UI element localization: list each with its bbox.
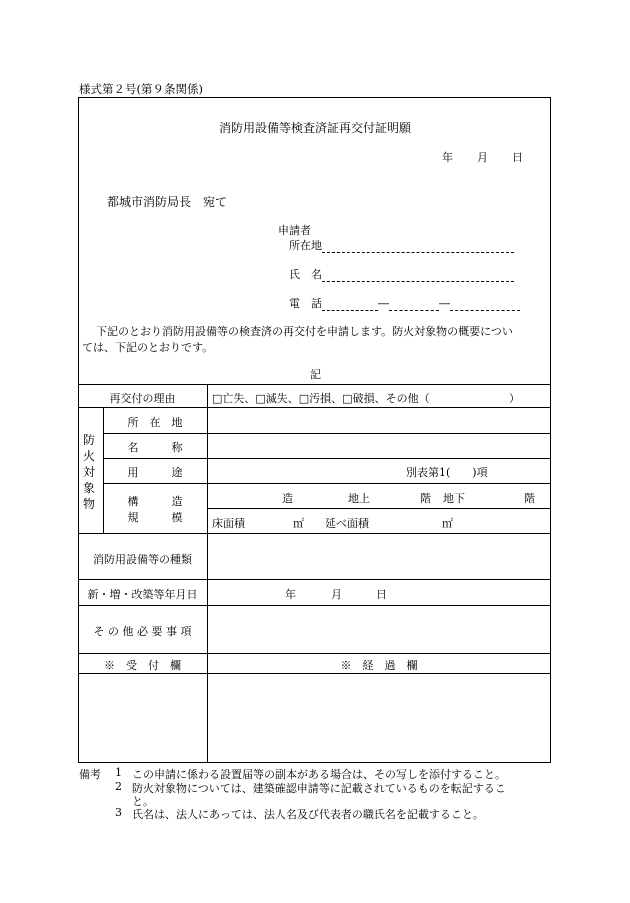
- table-rule: [103, 483, 551, 484]
- body-text-line-2: ては、下記のとおりです。: [82, 341, 214, 354]
- reason-options[interactable]: □亡失、□滅失、□汚損、□破損、その他（: [212, 392, 430, 405]
- use-value: 別表第1( )項: [406, 466, 488, 479]
- sqm-unit-1: ㎡: [293, 517, 304, 530]
- applicant-name[interactable]: [289, 266, 514, 282]
- ki-heading: 記: [310, 368, 321, 381]
- table-rule: [78, 673, 551, 674]
- sqm-unit-2: ㎡: [442, 517, 453, 530]
- table-rule: [78, 384, 551, 385]
- address-label: 所在地: [289, 239, 322, 252]
- phone-line-1: [322, 299, 378, 311]
- structure-zou: 造: [282, 492, 293, 505]
- table-rule: [103, 433, 551, 434]
- note-2-number: 2: [115, 780, 122, 793]
- table-rule: [78, 653, 551, 654]
- table-rule: [78, 605, 551, 606]
- object-label: 防火対象物: [82, 433, 95, 511]
- table-col-rule: [207, 384, 208, 763]
- phone-sep-1: ―: [378, 297, 389, 310]
- reception-label: ※ 受 付 欄: [104, 659, 181, 672]
- phone-line-3: [450, 299, 520, 311]
- structure-chijo: 地上: [348, 492, 370, 505]
- date-day: 日: [512, 151, 523, 164]
- note-3: 氏名は、法人にあっては、法人名及び代表者の職氏名を記載すること。: [132, 808, 484, 821]
- scale-label: 規 模: [127, 511, 183, 524]
- name-label: 氏 名: [289, 268, 322, 281]
- equipment-label: 消防用設備等の種類: [93, 553, 192, 566]
- note-1: この申請に係わる設置届等の副本がある場合は、その写しを添付すること。: [132, 768, 506, 781]
- addressee: 都城市消防局長 宛て: [107, 195, 228, 209]
- location-label: 所 在 地: [127, 416, 183, 429]
- table-rule: [78, 533, 551, 534]
- phone-sep-2: ―: [439, 297, 450, 310]
- construction-year: 年: [285, 588, 296, 601]
- floor-area-label: 床面積: [212, 517, 245, 530]
- structure-kai-1: 階: [420, 492, 431, 505]
- applicant-phone[interactable]: [289, 295, 520, 311]
- structure-chika: 地下: [443, 492, 465, 505]
- date-year: 年: [442, 151, 453, 164]
- note-1-number: 1: [115, 766, 122, 779]
- table-rule: [103, 458, 551, 459]
- progress-label: ※ 経 過 欄: [340, 659, 418, 672]
- structure-kai-2: 階: [524, 492, 535, 505]
- note-2-line-1: 防火対象物については、建築確認申請等に記載されているものを転記するこ: [132, 782, 506, 795]
- applicant-address[interactable]: [289, 237, 514, 253]
- total-area-label: 延べ面積: [325, 517, 369, 530]
- reason-label: 再交付の理由: [109, 392, 176, 405]
- name-field-label: 名 称: [127, 441, 183, 454]
- table-rule: [207, 508, 551, 509]
- body-text-line-1: 下記のとおり消防用設備等の検査済の再交付を申請します。防火対象物の概要につい: [96, 325, 513, 338]
- phone-label: 電 話: [289, 297, 322, 310]
- construction-month: 月: [331, 588, 342, 601]
- construction-day: 日: [376, 588, 387, 601]
- note-3-number: 3: [115, 806, 122, 819]
- note-2-line-2: と。: [132, 795, 154, 808]
- other-label: そ の 他 必 要 事 項: [93, 625, 192, 638]
- construction-date-label: 新・増・改築等年月日: [87, 588, 198, 601]
- address-line: [322, 241, 514, 253]
- date-month: 月: [477, 151, 488, 164]
- phone-line-2: [389, 299, 439, 311]
- applicant-label: 申請者: [278, 224, 311, 237]
- form-number: 様式第２号(第９条関係): [79, 82, 203, 96]
- use-label: 用 途: [127, 466, 183, 479]
- table-rule: [78, 579, 551, 580]
- name-line: [322, 270, 514, 282]
- structure-label: 構 造: [127, 495, 183, 508]
- reason-close: ）: [509, 392, 520, 405]
- page-title: 消防用設備等検査済証再交付証明願: [218, 121, 411, 135]
- notes-label: 備考: [79, 768, 101, 781]
- table-rule: [78, 407, 551, 408]
